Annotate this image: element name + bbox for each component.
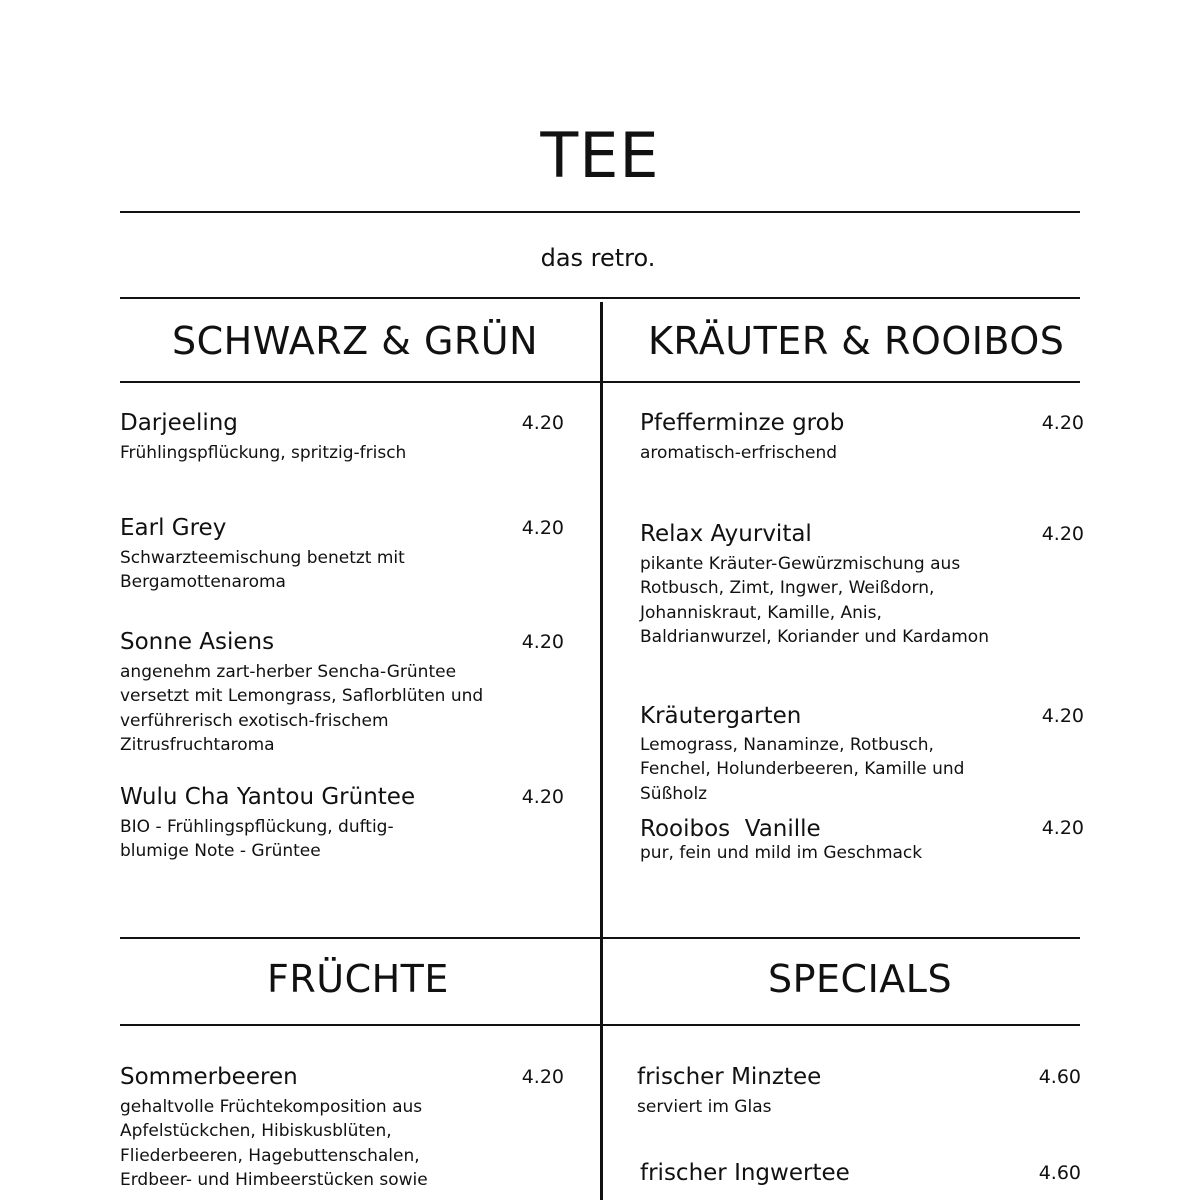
menu-item — [120, 514, 580, 604]
item-name: Relax Ayurvital — [640, 521, 812, 547]
menu-item — [640, 815, 1090, 875]
item-name: Earl Grey — [120, 515, 227, 541]
section-underline-lower — [120, 1024, 1080, 1026]
item-name: Sommerbeeren — [120, 1064, 298, 1090]
section-underline-schwarz-gruen — [120, 381, 600, 383]
menu-item — [640, 702, 1090, 812]
page-subtitle: das retro. — [540, 244, 656, 272]
item-price: 4.60 — [1038, 1066, 1081, 1088]
item-name: frischer Minztee — [637, 1064, 822, 1090]
menu-item — [637, 1063, 1087, 1133]
menu-item — [120, 409, 580, 479]
item-price: 4.20 — [521, 786, 564, 808]
item-price: 4.20 — [1041, 705, 1084, 727]
section-underline-kraeuter-rooibos — [603, 381, 1080, 383]
item-description: Frühlingspflückung, spritzig-frisch — [120, 443, 407, 463]
column-divider-lower — [600, 938, 603, 1200]
page-title: TEE — [540, 119, 660, 192]
item-description: Lemograss, Nanaminze, Rotbusch, Fenchel, Holunderbeeren, Kamille und Süßholz — [640, 735, 965, 804]
divider-middle — [120, 937, 1080, 939]
item-name: Kräutergarten — [640, 703, 802, 729]
item-price: 4.20 — [1041, 523, 1084, 545]
item-price: 4.20 — [521, 631, 564, 653]
section-heading-kraeuter-rooibos: KRÄUTER & ROOIBOS — [648, 319, 1065, 363]
menu-item — [120, 783, 580, 873]
item-description: aromatisch-erfrischend — [640, 443, 838, 463]
menu-item — [640, 1159, 1090, 1200]
section-heading-fruechte: FRÜCHTE — [267, 957, 449, 1001]
item-description: Schwarzteemischung benetzt mit Bergamottenaroma — [120, 548, 405, 593]
menu-item — [640, 409, 1090, 479]
menu-item — [120, 1063, 580, 1203]
item-price: 4.60 — [1038, 1162, 1081, 1184]
item-name: Wulu Cha Yantou Grüntee — [120, 784, 416, 810]
item-price: 4.20 — [521, 517, 564, 539]
divider-sections-top — [120, 297, 1080, 299]
item-price: 4.20 — [521, 1066, 564, 1088]
divider-top — [120, 211, 1080, 213]
item-name: Rooibos Vanille — [640, 816, 821, 842]
item-name: Pfefferminze grob — [640, 410, 845, 436]
section-heading-specials: SPECIALS — [768, 957, 953, 1001]
item-description: angenehm zart-herber Sencha-Grüntee versetzt mit Lemongrass, Saflorblüten und verführerisch exotisch-frischem Zitrusfruchtaroma — [120, 662, 484, 755]
item-price: 4.20 — [1041, 817, 1084, 839]
item-name: Sonne Asiens — [120, 629, 275, 655]
menu-item — [640, 520, 1090, 680]
item-name: Darjeeling — [120, 410, 238, 436]
item-price: 4.20 — [1041, 412, 1084, 434]
item-name: frischer Ingwertee — [640, 1160, 850, 1186]
item-price: 4.20 — [521, 412, 564, 434]
section-heading-schwarz-gruen: SCHWARZ & GRÜN — [172, 319, 539, 363]
item-description: pikante Kräuter-Gewürzmischung aus Rotbusch, Zimt, Ingwer, Weißdorn, Johanniskraut, Kamille, Anis, Baldrianwurzel, Koriander und Kardamon — [640, 554, 989, 647]
item-description: pur, fein und mild im Geschmack — [640, 843, 923, 863]
item-description: BIO - Frühlingspflückung, duftig-blumige Note - Grüntee — [120, 817, 394, 862]
column-divider-upper — [600, 302, 603, 938]
menu-item — [120, 628, 580, 768]
item-description: gehaltvolle Früchtekomposition aus Apfelstückchen, Hibiskusblüten, Fliederbeeren, Hagebuttenschalen, Erdbeer- und Himbeerstücken sowie — [120, 1097, 428, 1190]
item-description: serviert im Glas — [637, 1097, 772, 1117]
